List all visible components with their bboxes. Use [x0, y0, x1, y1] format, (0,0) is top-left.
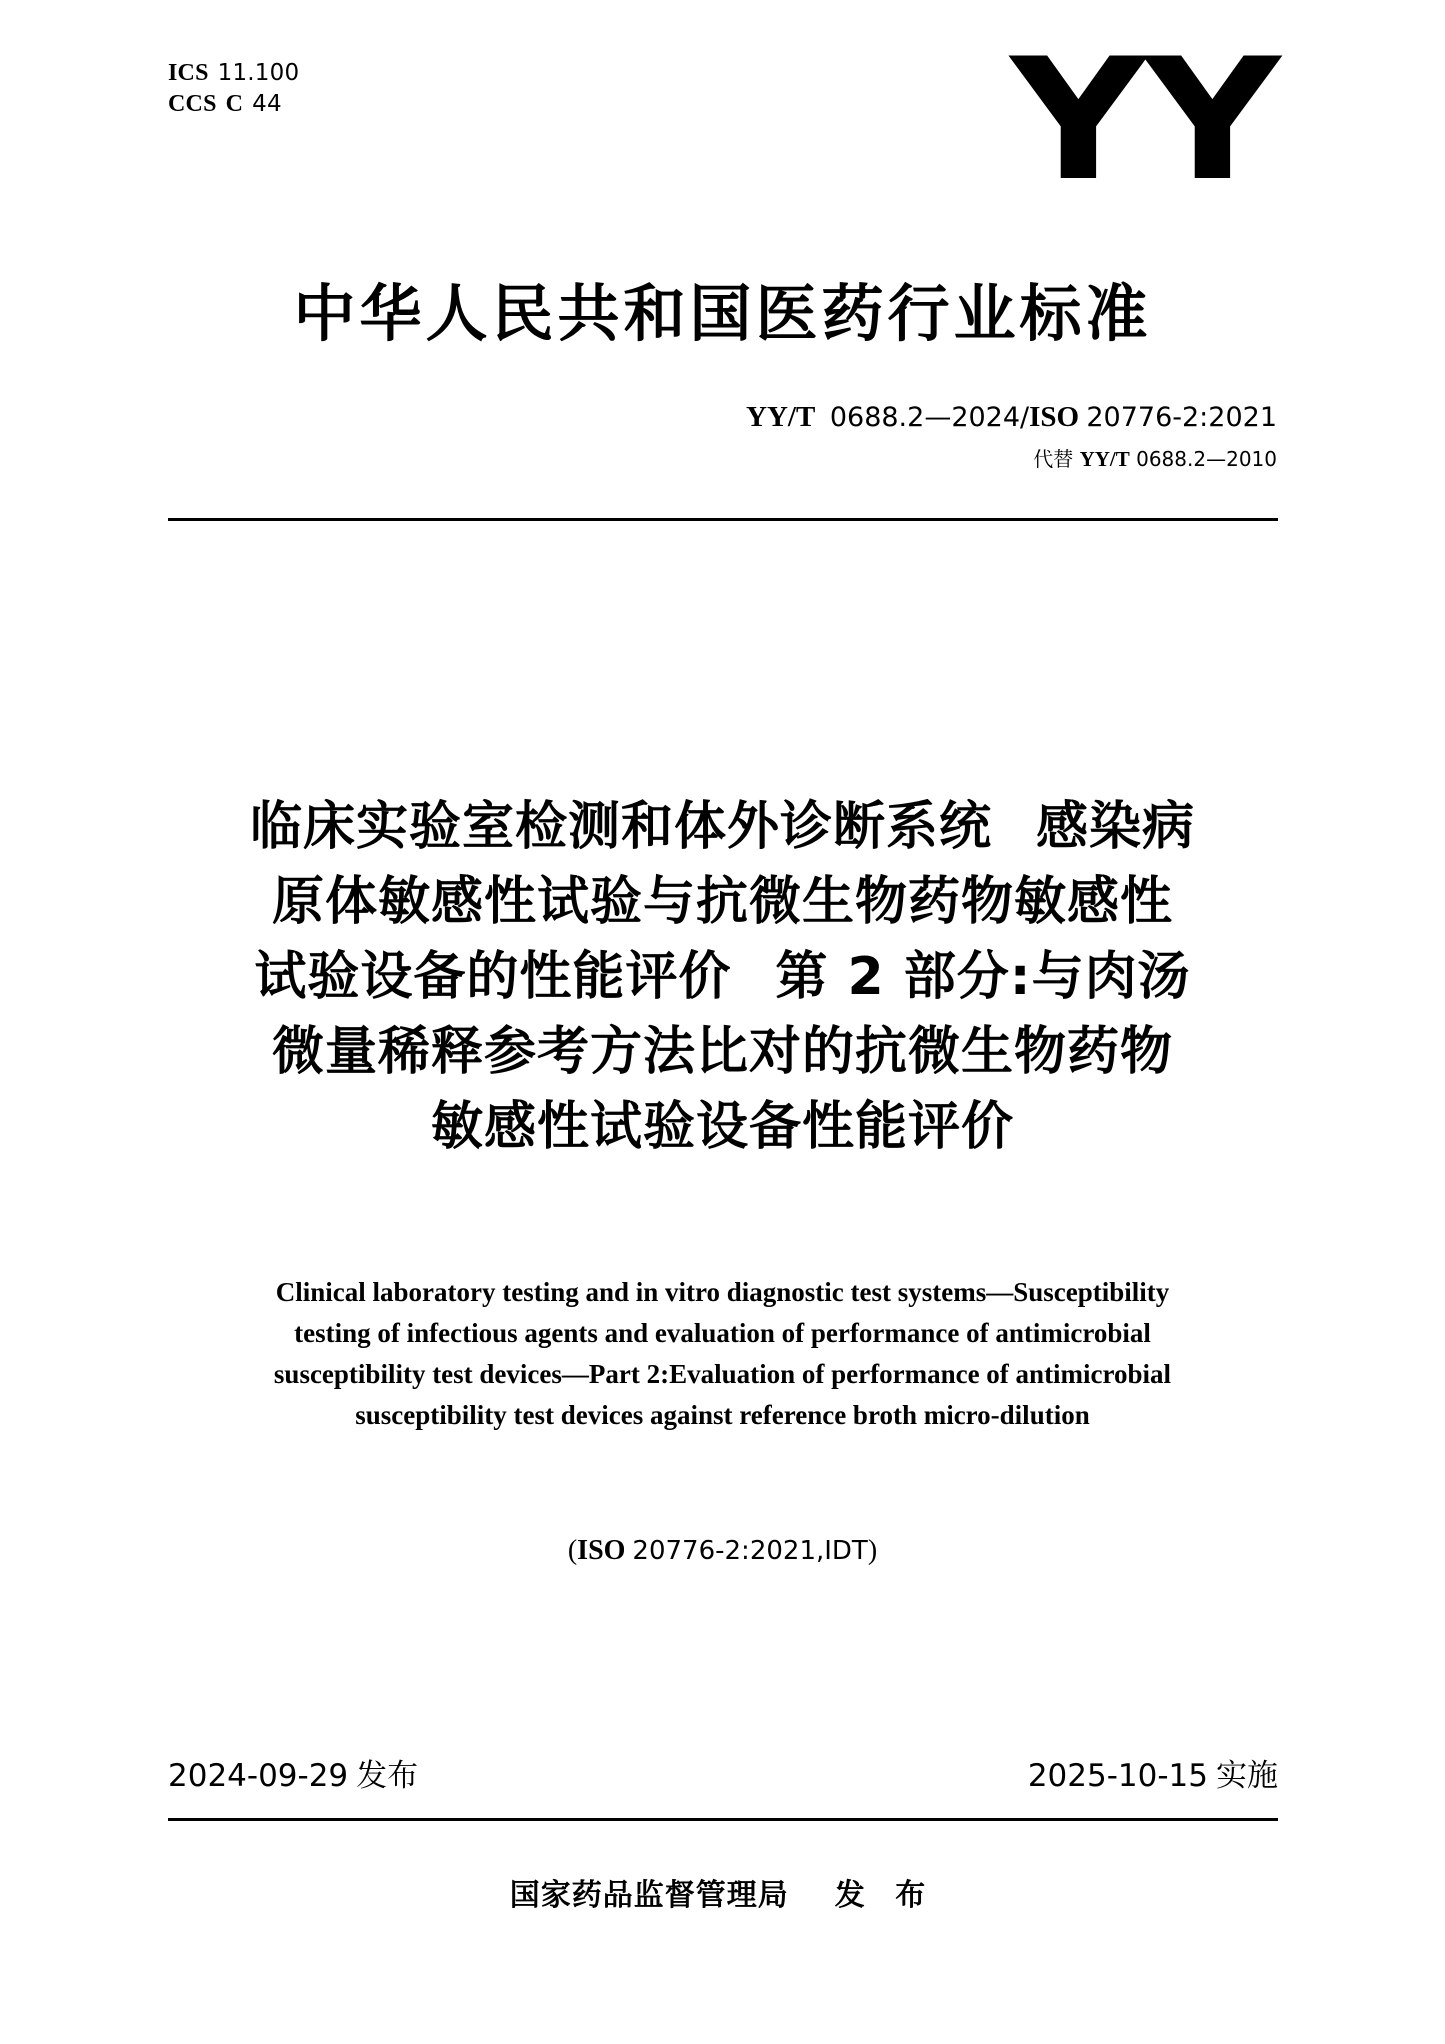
iso-idt-prefix: ISO: [577, 1535, 626, 1566]
iso-correspondence: [0, 1535, 1445, 1567]
effective-label: 实施: [1216, 1758, 1278, 1794]
ccs-label: CCS: [168, 91, 217, 117]
effective-date-group: [1028, 1752, 1278, 1800]
ics-value: 11.100: [217, 60, 300, 86]
english-title: [150, 1272, 1295, 1436]
standard-number: 0688.2—2024/: [829, 402, 1030, 433]
standard-prefix: YY/T: [746, 401, 816, 433]
footer-divider-rule: [168, 1818, 1278, 1821]
cover-header: [168, 22, 1278, 218]
iso-prefix: ISO: [1029, 401, 1080, 433]
header-divider-rule: [168, 518, 1278, 521]
ics-line: [168, 58, 299, 89]
classification-codes: [168, 58, 299, 120]
chinese-title-line-5: 敏感性试验设备性能评价: [430, 1097, 1014, 1157]
english-title-line-3: susceptibility test devices—Part 2:Evaluation of performance of antimicrobial: [273, 1359, 1172, 1389]
publisher-line: [0, 1870, 1445, 1914]
replaces-number: 0688.2—2010: [1136, 447, 1277, 471]
english-title-line-2: testing of infectious agents and evaluation of performance of antimicrobial: [294, 1318, 1151, 1348]
replaces-prefix: YY/T: [1079, 447, 1130, 471]
english-title-line-1: Clinical laboratory testing and in vitro diagnostic test systems—Susceptibility: [275, 1277, 1170, 1307]
iso-paren-close: ): [867, 1535, 878, 1566]
issue-date: 2024-09-29: [168, 1758, 349, 1794]
ccs-line: [168, 89, 299, 120]
national-standard-title: 中华人民共和国医药行业标准: [293, 277, 1152, 350]
replaces-line: [1033, 446, 1277, 472]
date-row: [168, 1752, 1278, 1800]
chinese-title-line-1b: 感染病: [1036, 797, 1196, 857]
chinese-title: [140, 790, 1305, 1165]
chinese-title-line-2: 原体敏感性试验与抗微生物药物敏感性: [271, 872, 1173, 932]
chinese-title-line-3: [140, 940, 1305, 1015]
issue-date-group: [168, 1752, 418, 1800]
issue-label: 发布: [356, 1758, 419, 1794]
ccs-value: 44: [252, 91, 282, 117]
iso-number: 20776-2:2021: [1086, 402, 1277, 433]
effective-date: 2025-10-15: [1027, 1758, 1208, 1794]
ccs-class: C: [225, 91, 244, 117]
chinese-title-line-1a: 临床实验室检测和体外诊断系统: [249, 797, 992, 857]
chinese-title-line-3b: 第 2 部分:与肉汤: [775, 947, 1191, 1007]
iso-idt-number: 20776-2:2021,IDT: [632, 1536, 868, 1566]
english-title-line-4: susceptibility test devices against reference broth micro-dilution: [355, 1400, 1090, 1430]
yy-logo: YY: [1009, 22, 1278, 218]
replaces-label: 代替: [1033, 447, 1074, 471]
chinese-title-line-3a: 试验设备的性能评价: [254, 947, 732, 1007]
publisher-name: 国家药品监督管理局: [509, 1878, 789, 1913]
publisher-action: 发 布: [834, 1878, 936, 1913]
standard-designation: [746, 398, 1277, 437]
chinese-title-line-4: 微量稀释参考方法比对的抗微生物药物: [271, 1022, 1173, 1082]
ics-label: ICS: [168, 60, 209, 86]
chinese-title-line-1: [140, 790, 1305, 865]
iso-paren-open: (: [567, 1535, 578, 1566]
